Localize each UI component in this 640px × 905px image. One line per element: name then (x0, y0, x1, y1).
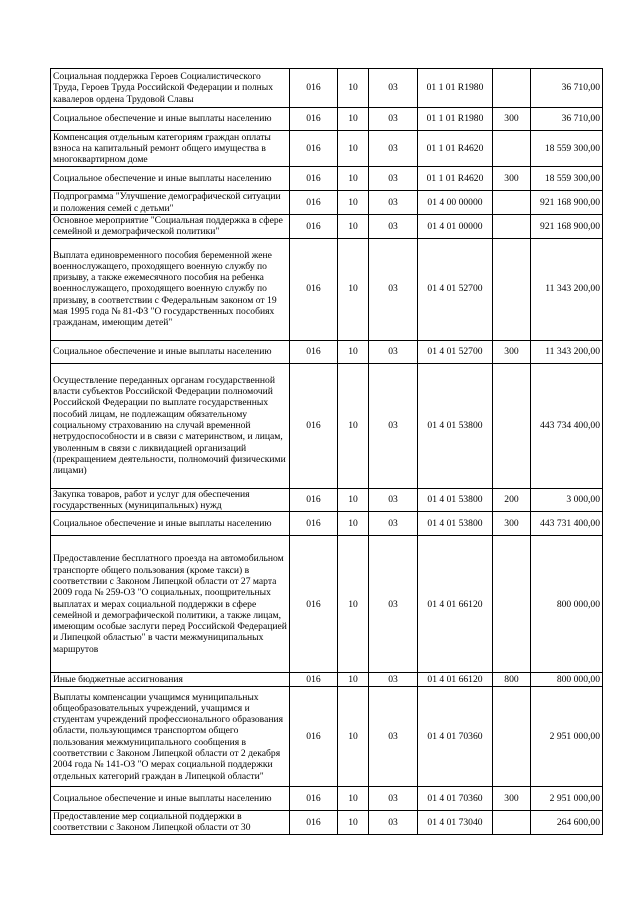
amount-cell: 18 559 300,00 (531, 131, 603, 167)
row-name-cell: Социальное обеспечение и иные выплаты населению (51, 787, 290, 811)
table-row (51, 131, 603, 167)
section-code-cell: 10 (338, 131, 369, 167)
amount-cell: 2 951 000,00 (531, 787, 603, 811)
amount-cell: 3 000,00 (531, 488, 603, 512)
table-row (51, 536, 603, 673)
expense-type-cell: 300 (493, 340, 531, 363)
section-code-cell: 10 (338, 215, 369, 239)
section-code-cell: 10 (338, 536, 369, 673)
subsection-code-cell: 03 (369, 787, 418, 811)
target-article-cell: 01 4 01 66120 (418, 536, 493, 673)
subsection-code-cell: 03 (369, 340, 418, 363)
subsection-code-cell: 03 (369, 131, 418, 167)
expense-type-cell (493, 536, 531, 673)
target-article-cell: 01 1 01 R1980 (418, 108, 493, 131)
table-row (51, 69, 603, 108)
row-name-cell: Социальное обеспечение и иные выплаты населению (51, 167, 290, 191)
target-article-cell: 01 4 01 53800 (418, 363, 493, 488)
table-row (51, 787, 603, 811)
section-code-cell: 10 (338, 238, 369, 340)
expense-type-cell (493, 811, 531, 835)
subsection-code-cell: 03 (369, 191, 418, 215)
admin-code-cell: 016 (290, 131, 338, 167)
amount-cell: 2 951 000,00 (531, 687, 603, 787)
admin-code-cell: 016 (290, 238, 338, 340)
target-article-cell: 01 4 01 53800 (418, 512, 493, 536)
target-article-cell: 01 4 00 00000 (418, 191, 493, 215)
target-article-cell: 01 4 01 70360 (418, 687, 493, 787)
table-row (51, 488, 603, 512)
table-row (51, 687, 603, 787)
table-row (51, 167, 603, 191)
expense-type-cell: 300 (493, 167, 531, 191)
expense-type-cell (493, 687, 531, 787)
section-code-cell: 10 (338, 340, 369, 363)
row-name-cell: Социальная поддержка Героев Социалистического Труда, Героев Труда Российской Федерации и полных кавалеров ордена Трудовой Славы (51, 69, 290, 108)
table-row (51, 363, 603, 488)
expense-type-cell: 200 (493, 488, 531, 512)
admin-code-cell: 016 (290, 536, 338, 673)
row-name-cell: Закупка товаров, работ и услуг для обеспечения государственных (муниципальных) нужд (51, 488, 290, 512)
section-code-cell: 10 (338, 787, 369, 811)
row-name-cell: Предоставление мер социальной поддержки в соответствии с Законом Липецкой области от 30 (51, 811, 290, 835)
amount-cell: 18 559 300,00 (531, 167, 603, 191)
admin-code-cell: 016 (290, 167, 338, 191)
amount-cell: 800 000,00 (531, 673, 603, 687)
subsection-code-cell: 03 (369, 69, 418, 108)
subsection-code-cell: 03 (369, 167, 418, 191)
table-row (51, 512, 603, 536)
admin-code-cell: 016 (290, 673, 338, 687)
row-name-cell: Социальное обеспечение и иные выплаты населению (51, 512, 290, 536)
section-code-cell: 10 (338, 673, 369, 687)
amount-cell: 11 343 200,00 (531, 238, 603, 340)
admin-code-cell: 016 (290, 191, 338, 215)
admin-code-cell: 016 (290, 363, 338, 488)
subsection-code-cell: 03 (369, 536, 418, 673)
subsection-code-cell: 03 (369, 108, 418, 131)
target-article-cell: 01 4 01 70360 (418, 787, 493, 811)
section-code-cell: 10 (338, 488, 369, 512)
amount-cell: 921 168 900,00 (531, 191, 603, 215)
section-code-cell: 10 (338, 167, 369, 191)
subsection-code-cell: 03 (369, 238, 418, 340)
admin-code-cell: 016 (290, 488, 338, 512)
expense-type-cell (493, 191, 531, 215)
row-name-cell: Компенсация отдельным категориям граждан оплаты взноса на капитальный ремонт общего имущества в многоквартирном доме (51, 131, 290, 167)
table-row (51, 191, 603, 215)
subsection-code-cell: 03 (369, 512, 418, 536)
target-article-cell: 01 4 01 52700 (418, 340, 493, 363)
budget-table (50, 68, 603, 835)
target-article-cell: 01 4 01 66120 (418, 673, 493, 687)
target-article-cell: 01 4 01 53800 (418, 488, 493, 512)
subsection-code-cell: 03 (369, 215, 418, 239)
amount-cell: 36 710,00 (531, 69, 603, 108)
target-article-cell: 01 1 01 R1980 (418, 69, 493, 108)
admin-code-cell: 016 (290, 108, 338, 131)
expense-type-cell: 300 (493, 512, 531, 536)
row-name-cell: Осуществление переданных органам государственной власти субъектов Российской Федерации полномочий Российской Федерации по выплате государственных пособий лицам, не подлежащим обязательному социальному страхованию на случай временной нетрудоспособности и в связи с материнством, и лицам, уволенным в связи с ликвидацией организаций (прекращением деятельности, полномочий физическими лицами) (51, 363, 290, 488)
admin-code-cell: 016 (290, 215, 338, 239)
admin-code-cell: 016 (290, 687, 338, 787)
amount-cell: 800 000,00 (531, 536, 603, 673)
table-body (51, 69, 603, 835)
section-code-cell: 10 (338, 363, 369, 488)
expense-type-cell (493, 238, 531, 340)
amount-cell: 443 734 400,00 (531, 363, 603, 488)
section-code-cell: 10 (338, 108, 369, 131)
expense-type-cell (493, 69, 531, 108)
section-code-cell: 10 (338, 512, 369, 536)
subsection-code-cell: 03 (369, 811, 418, 835)
table-row (51, 340, 603, 363)
subsection-code-cell: 03 (369, 673, 418, 687)
section-code-cell: 10 (338, 191, 369, 215)
target-article-cell: 01 4 01 00000 (418, 215, 493, 239)
row-name-cell: Выплата единовременного пособия беременной жене военнослужащего, проходящего военную службу по призыву, а также ежемесячного пособия на ребенка военнослужащего, проходящего военную службу по призыву, в соответствии с Федеральным законом от 19 мая 1995 года № 81-ФЗ "О государственных пособиях гражданам, имеющим детей" (51, 238, 290, 340)
expense-type-cell (493, 215, 531, 239)
table-row (51, 108, 603, 131)
section-code-cell: 10 (338, 69, 369, 108)
expense-type-cell (493, 131, 531, 167)
admin-code-cell: 016 (290, 69, 338, 108)
target-article-cell: 01 4 01 52700 (418, 238, 493, 340)
admin-code-cell: 016 (290, 811, 338, 835)
row-name-cell: Основное мероприятие "Социальная поддержка в сфере семейной и демографической политики" (51, 215, 290, 239)
amount-cell: 443 731 400,00 (531, 512, 603, 536)
section-code-cell: 10 (338, 811, 369, 835)
row-name-cell: Выплаты компенсации учащимся муниципальных общеобразовательных учреждений, учащимся и студентам учреждений профессионального образования области, пользующимся транспортом общего пользования межмуниципального сообщения в соответствии с Законом Липецкой области от 2 декабря 2004 года № 141-ОЗ "О мерах социальной поддержки отдельных категорий граждан в Липецкой области" (51, 687, 290, 787)
table-row (51, 673, 603, 687)
expense-type-cell: 800 (493, 673, 531, 687)
expense-type-cell: 300 (493, 787, 531, 811)
subsection-code-cell: 03 (369, 363, 418, 488)
amount-cell: 264 600,00 (531, 811, 603, 835)
row-name-cell: Иные бюджетные ассигнования (51, 673, 290, 687)
target-article-cell: 01 1 01 R4620 (418, 131, 493, 167)
expense-type-cell (493, 363, 531, 488)
table-row (51, 238, 603, 340)
subsection-code-cell: 03 (369, 687, 418, 787)
table-row (51, 811, 603, 835)
amount-cell: 36 710,00 (531, 108, 603, 131)
row-name-cell: Социальное обеспечение и иные выплаты населению (51, 108, 290, 131)
admin-code-cell: 016 (290, 340, 338, 363)
row-name-cell: Подпрограмма "Улучшение демографической ситуации и положения семей с детьми" (51, 191, 290, 215)
admin-code-cell: 016 (290, 512, 338, 536)
target-article-cell: 01 1 01 R4620 (418, 167, 493, 191)
expense-type-cell: 300 (493, 108, 531, 131)
admin-code-cell: 016 (290, 787, 338, 811)
amount-cell: 11 343 200,00 (531, 340, 603, 363)
row-name-cell: Предоставление бесплатного проезда на автомобильном транспорте общего пользования (кроме такси) в соответствии с Законом Липецкой области от 27 марта 2009 года № 259-ОЗ "О социальных, поощрительных выплатах и мерах социальной поддержки в сфере семейной и демографической политики, а также лицам, имеющим особые заслуги перед Российской Федерацией и Липецкой областью" в части межмуниципальных маршрутов (51, 536, 290, 673)
table-row (51, 215, 603, 239)
target-article-cell: 01 4 01 73040 (418, 811, 493, 835)
row-name-cell: Социальное обеспечение и иные выплаты населению (51, 340, 290, 363)
section-code-cell: 10 (338, 687, 369, 787)
amount-cell: 921 168 900,00 (531, 215, 603, 239)
subsection-code-cell: 03 (369, 488, 418, 512)
